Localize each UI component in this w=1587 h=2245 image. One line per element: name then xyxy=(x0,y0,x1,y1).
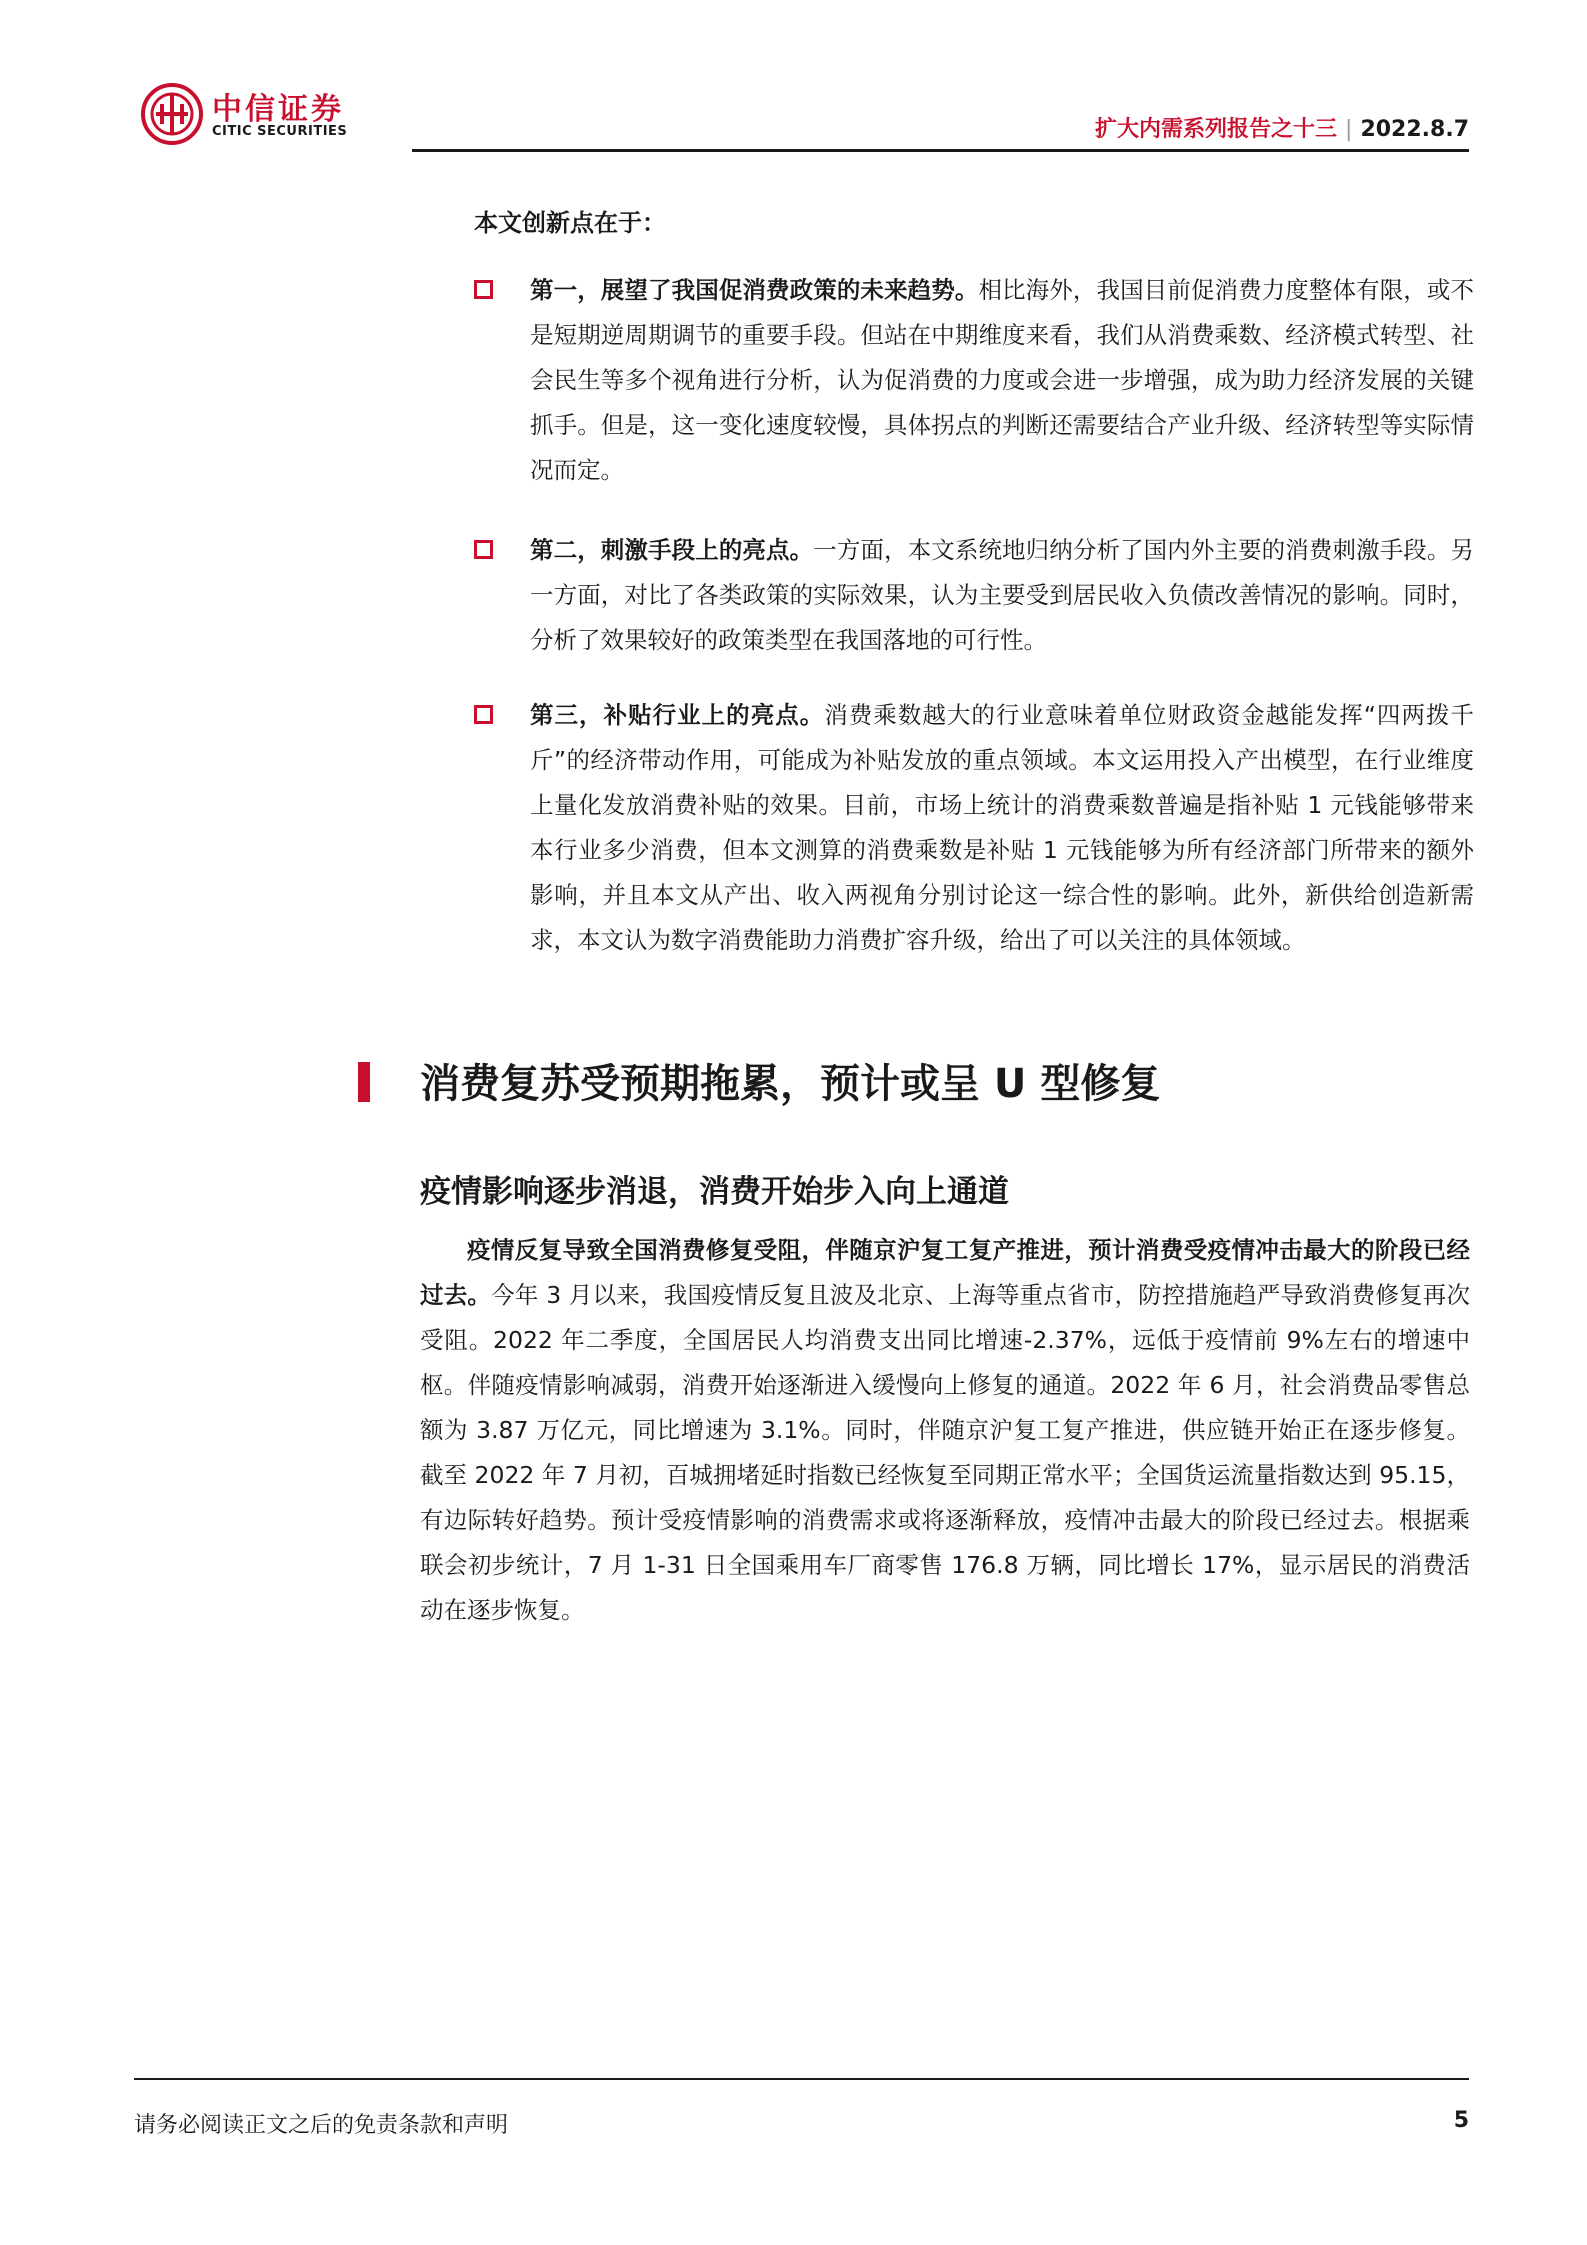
bullet-lead: 第二，刺激手段上的亮点。 xyxy=(530,536,814,564)
report-series: 扩大内需系列报告之十三 xyxy=(1095,117,1338,142)
footer-disclaimer: 请务必阅读正文之后的免责条款和声明 xyxy=(134,2113,509,2138)
brand-name-cn: 中信证券 xyxy=(212,92,344,127)
paragraph-lead: 疫情反复导致全国消费修复受阻，伴随京沪复工复产推进，预计消费受疫情冲击最大的阶段已经过去。 xyxy=(420,1236,1470,1309)
bullet-item xyxy=(474,268,1474,493)
paragraph-body: 今年 3 月以来，我国疫情反复且波及北京、上海等重点省市，防控措施趋严导致消费修复再次受阻。2022 年二季度，全国居民人均消费支出同比增速-2.37%，远低于疫情前 9%左右的增速中枢。伴随疫情影响减弱，消费开始逐渐进入缓慢向上修复的通道。2022 年 6 月，社会消费品零售总额为 3.87 万亿元，同比增速为 3.1%。同时，伴随京沪复工复产推进，供应链开始正在逐步修复。截至 2022 年 7 月初，百城拥堵延时指数已经恢复至同期正常水平；全国货运流量指数达到 95.15，有边际转好趋势。预计受疫情影响的消费需求或将逐渐释放，疫情冲击最大的阶段已经过去。根据乘联会初步统计，7 月 1-31 日全国乘用车厂商零售 176.8 万辆，同比增长 17%，显示居民的消费活动在逐步恢复。 xyxy=(420,1281,1471,1624)
section-title: 消费复苏受预期拖累，预计或呈 U 型修复 xyxy=(420,1061,1161,1107)
bullet-body: 消费乘数越大的行业意味着单位财政资金越能发挥“四两拨千斤”的经济带动作用，可能成为补贴发放的重点领域。本文运用投入产出模型，在行业维度上量化发放消费补贴的效果。目前，市场上统计的消费乘数普遍是指补贴 1 元钱能够带来本行业多少消费，但本文测算的消费乘数是补贴 1 元钱能够为所有经济部门所带来的额外影响，并且本文从产出、收入两视角分别讨论这一综合性的影响。此外，新供给创造新需求，本文认为数字消费能助力消费扩容升级，给出了可以关注的具体领域。 xyxy=(530,701,1474,954)
report-date: 2022.8.7 xyxy=(1360,117,1469,142)
footer-divider xyxy=(134,2078,1469,2080)
checkbox-bullet-icon xyxy=(474,540,493,559)
header-separator: | xyxy=(1345,117,1353,142)
bullet-lead: 第一，展望了我国促消费政策的未来趋势。 xyxy=(530,276,979,304)
body-paragraph xyxy=(420,1228,1470,1633)
section-title-bar xyxy=(358,1062,370,1102)
checkbox-bullet-icon xyxy=(474,705,493,724)
bullet-item xyxy=(474,528,1474,663)
page-number: 5 xyxy=(1453,2108,1469,2133)
checkbox-bullet-icon xyxy=(474,280,493,299)
bullet-lead: 第三，补贴行业上的亮点。 xyxy=(530,701,825,729)
header-divider xyxy=(412,149,1469,152)
bullet-item xyxy=(474,693,1474,963)
bullet-body: 相比海外，我国目前促消费力度整体有限，或不是短期逆周期调节的重要手段。但站在中期维度来看，我们从消费乘数、经济模式转型、社会民生等多个视角进行分析，认为促消费的力度或会进一步增强，成为助力经济发展的关键抓手。但是，这一变化速度较慢，具体拐点的判断还需要结合产业升级、经济转型等实际情况而定。 xyxy=(530,276,1475,484)
section-subtitle: 疫情影响逐步消退，消费开始步入向上通道 xyxy=(420,1174,1009,1210)
report-header xyxy=(1095,112,1469,143)
brand-name-en: CITIC SECURITIES xyxy=(212,124,348,139)
citic-logo-icon xyxy=(140,82,204,146)
intro-label: 本文创新点在于： xyxy=(474,209,666,237)
bullet-body: 一方面，本文系统地归纳分析了国内外主要的消费刺激手段。另一方面，对比了各类政策的实际效果，认为主要受到居民收入负债改善情况的影响。同时，分析了效果较好的政策类型在我国落地的可行性。 xyxy=(530,536,1475,654)
